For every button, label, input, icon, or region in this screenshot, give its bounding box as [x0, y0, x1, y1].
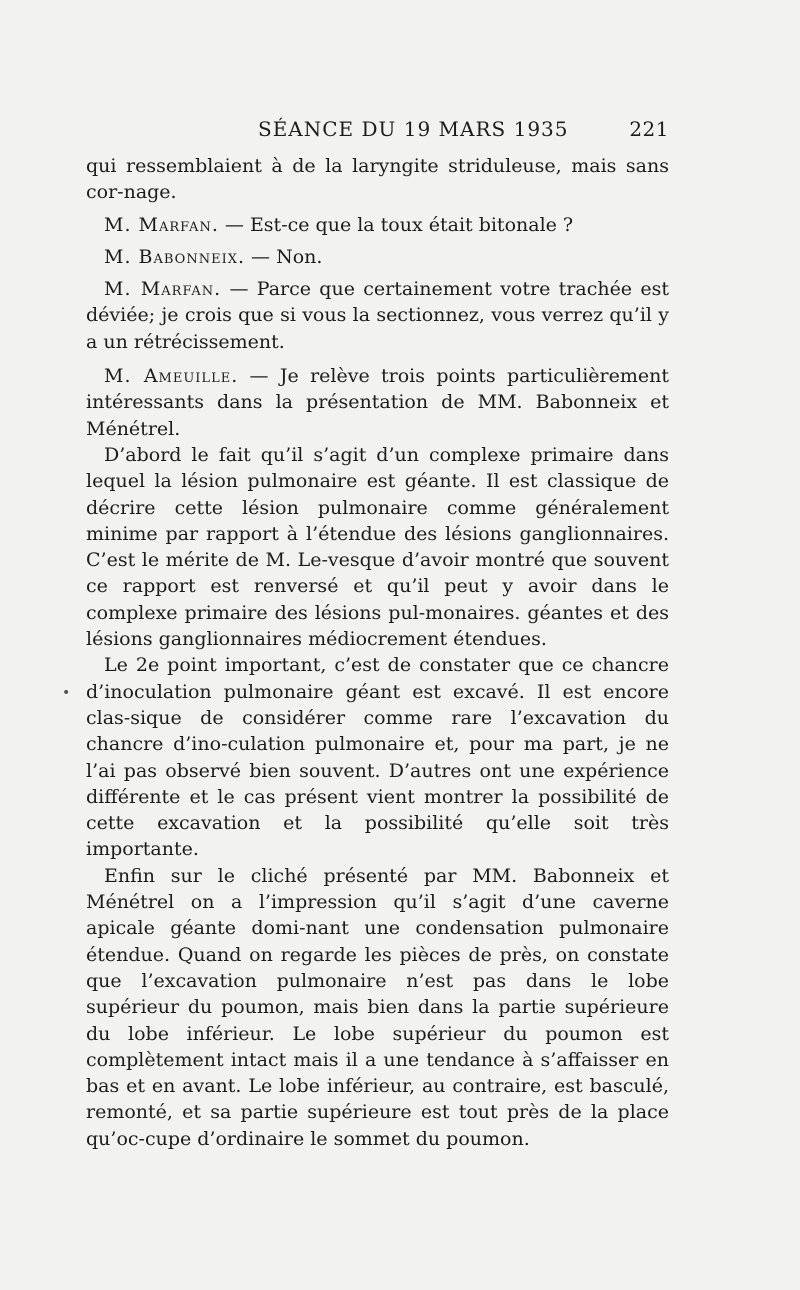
paragraph-text: — Est-ce que la toux était bitonale ?: [218, 213, 574, 236]
paragraph-text: D’abord le fait qu’il s’agit d’un complexe primaire dans lequel la lésion pulmonaire est géante. Il est classique de décrire cette lésion pulmonaire comme généralement minime par rapport à l’étendue des lésions ganglionnaires. C’est le mérite de M. Le-vesque d’avoir montré que souvent ce rapport est renversé et qu’il peut y avoir dans le complexe primaire des lésions pul-monaires. géantes et des lésions ganglionnaires médiocrement étendues.: [86, 443, 669, 651]
running-head: SÉANCE DU 19 MARS 1935: [258, 117, 569, 141]
speaker-name: M. Ameuille.: [104, 365, 239, 388]
dialogue-paragraph: [86, 244, 669, 270]
paragraph-text: Enfin sur le cliché présenté par MM. Babonneix et Ménétrel on a l’impression qu’il s’agit d’une caverne apicale géante domi-nant une condensation pulmonaire étendue. Quand on regarde les pièces de près, on constate que l’excavation pulmonaire n’est pas dans le lobe supérieur du poumon, mais bien dans la partie supérieure du lobe inférieur. Le lobe supérieur du poumon est complètement intact mais il a une tendance à s’affaisser en bas et en avant. Le lobe inférieur, au contraire, est basculé, remonté, et sa partie supérieure est tout près de la place qu’oc-cupe d’ordinaire le sommet du poumon.: [86, 864, 669, 1150]
paragraph: [86, 863, 669, 1152]
paragraph-text: — Je relève trois points particulièrement intéressants dans la présentation de MM. Babonneix et Ménétrel.: [86, 365, 669, 440]
dialogue-paragraph: [86, 276, 669, 355]
page-header: [86, 117, 669, 143]
speaker-name: M. Babonneix.: [104, 245, 246, 268]
paragraph-text: Le 2e point important, c’est de constater que ce chancre d’inoculation pulmonaire géant est excavé. Il est encore clas-sique de considérer comme rare l’excavation du chancre d’ino-culation pulmonaire et, pour ma part, je ne l’ai pas observé bien souvent. D’autres ont une expérience différente et le cas présent vient montrer la possibilité de cette excavation et la possibilité qu’elle soit très importante.: [86, 654, 669, 861]
paragraph-text: qui ressemblaient à de la laryngite striduleuse, mais sans cor-nage.: [86, 155, 669, 204]
paragraph-text: — Parce que certainement votre trachée est déviée; je crois que si vous la sectionnez, vous verrez qu’il y a un rétrécissement.: [86, 278, 669, 353]
paragraph: [86, 153, 669, 206]
dialogue-paragraph: [86, 212, 669, 238]
dialogue-paragraph: [86, 363, 669, 442]
speaker-name: M. Marfan.: [104, 278, 222, 301]
page-number: 221: [629, 117, 669, 141]
paragraph: [86, 652, 669, 862]
paragraph-text: — Non.: [245, 245, 323, 268]
margin-dot: •: [62, 685, 71, 701]
speaker-name: M. Marfan.: [104, 213, 219, 236]
body-text: [86, 153, 669, 1152]
paragraph: [86, 442, 669, 652]
